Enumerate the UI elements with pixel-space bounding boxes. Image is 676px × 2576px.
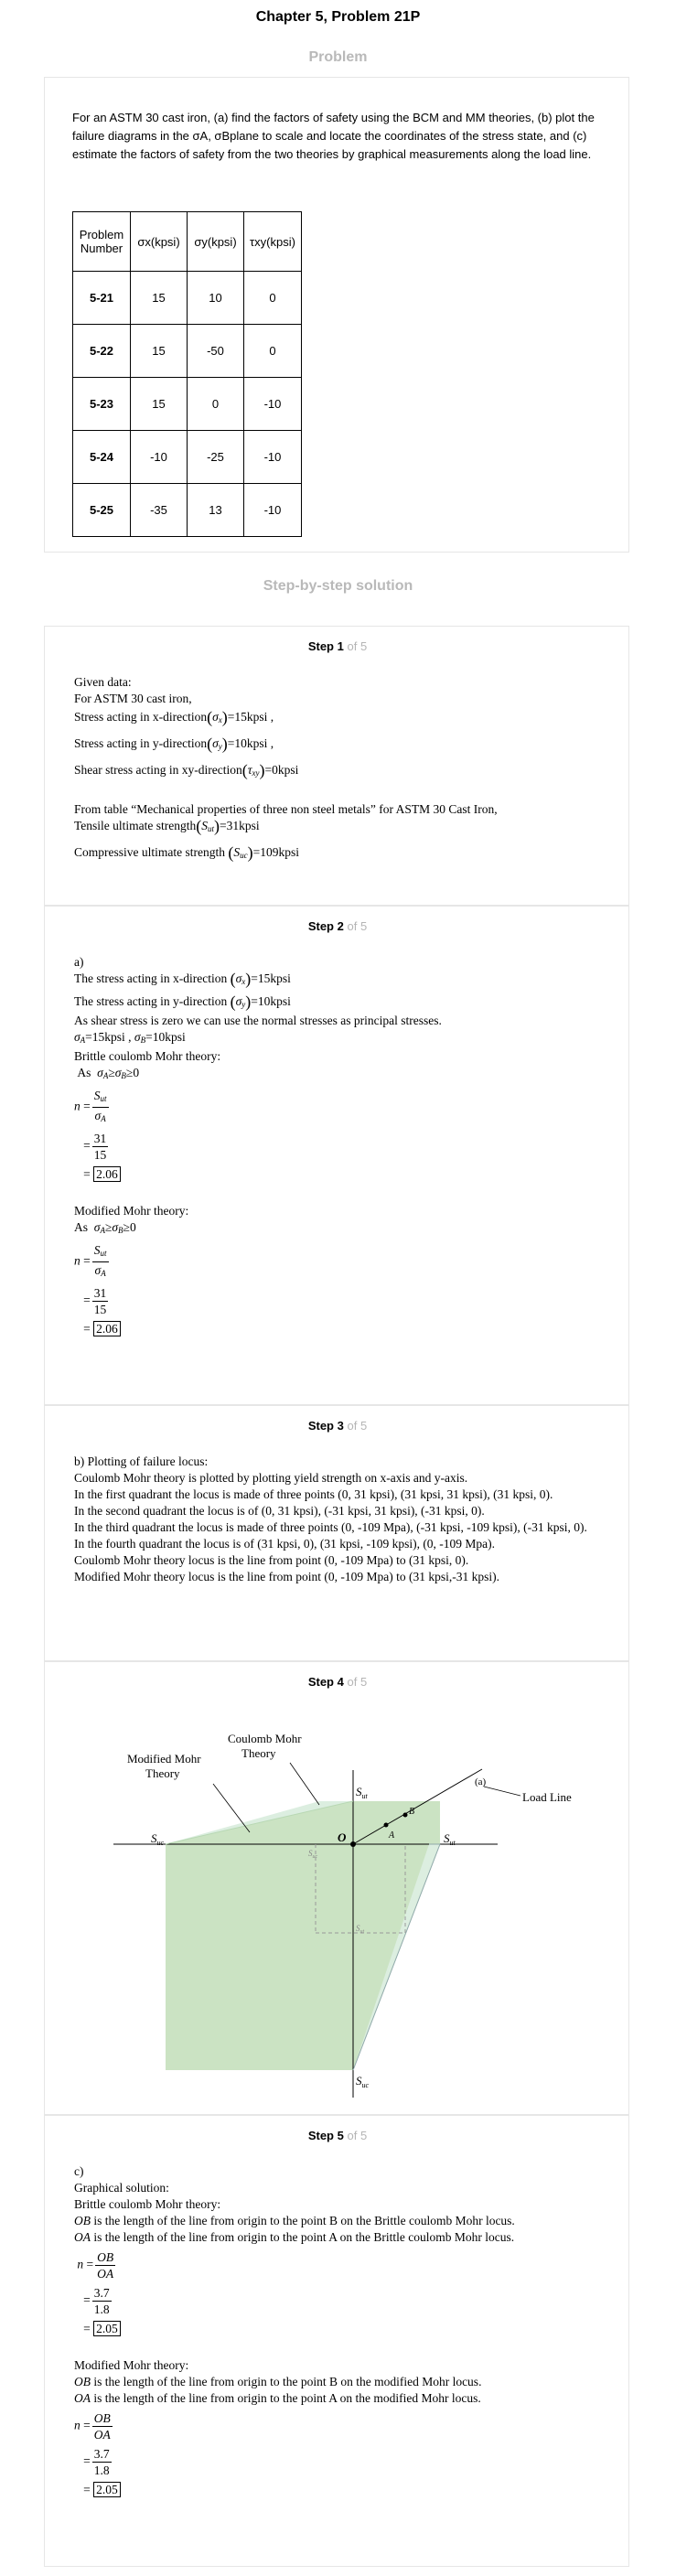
value: =10kpsi	[145, 1030, 186, 1044]
step-number: 2	[337, 919, 344, 933]
label: Stress acting in y-direction	[74, 736, 208, 750]
graph-title: Graphical solution:	[74, 2181, 169, 2195]
a-label: (a)	[475, 1776, 487, 1787]
mm-title: Modified Mohr theory:	[74, 1204, 189, 1218]
load-line-label: Load Line	[522, 1790, 572, 1804]
equals: =	[83, 1138, 91, 1153]
value: =10kpsi ,	[227, 736, 274, 750]
symbol: σ	[94, 1109, 102, 1122]
value: =10kpsi	[251, 994, 291, 1008]
mm-condition	[74, 1219, 609, 1239]
solution-label: Step-by-step solution	[263, 578, 413, 594]
subscript: y	[241, 1000, 246, 1009]
equals: =	[86, 2257, 94, 2271]
part-label: b) Plotting of failure locus:	[74, 1454, 209, 1468]
table-cell: 0	[244, 272, 302, 325]
step-word: Step	[307, 2129, 334, 2142]
modified-mohr-label: Modified Mohr	[127, 1752, 201, 1766]
definition: is the length of the line from origin to the point A on the Brittle coulomb Mohr locus.	[91, 2230, 515, 2244]
subscript: ut	[100, 1249, 107, 1258]
label: Shear stress acting in xy-direction	[74, 763, 242, 777]
table-cell: 15	[131, 378, 188, 431]
subscript: A	[100, 1226, 105, 1235]
symbol: S	[93, 1089, 101, 1102]
coulomb-mohr-theory-label: Theory	[241, 1746, 276, 1760]
mm-title: Modified Mohr theory:	[74, 2358, 189, 2372]
step-3-header	[45, 1419, 630, 1433]
denominator: 15	[93, 1303, 107, 1316]
step-word: Step	[307, 639, 334, 653]
table-cell: 13	[188, 484, 244, 537]
bcm-title: Brittle coulomb Mohr theory:	[74, 2197, 221, 2211]
step-number: 3	[337, 1419, 344, 1433]
denominator: OA	[93, 2428, 111, 2442]
n-symbol: n	[74, 2418, 80, 2432]
bcm-substitution	[74, 2285, 609, 2317]
symbol: σ	[94, 1263, 102, 1277]
value: =109kpsi	[252, 845, 299, 859]
symbol: σ	[114, 1066, 122, 1079]
material: For ASTM 30 cast iron,	[74, 692, 192, 705]
step-4-header	[45, 1675, 630, 1689]
principal-stresses	[74, 1029, 609, 1048]
bcm-substitution	[74, 1131, 609, 1163]
label: Compressive ultimate strength	[74, 845, 225, 859]
symbol: S	[93, 1243, 101, 1257]
as-word: As	[74, 1220, 89, 1234]
ge: ≥	[108, 1066, 115, 1079]
subscript: B	[140, 1036, 146, 1045]
given-data: Given data:	[74, 675, 132, 689]
mm-formula	[74, 1242, 609, 1282]
point-b	[403, 1813, 408, 1818]
numerator: 3.7	[93, 2447, 110, 2461]
tau-xy-line: Shear stress acting in $xy-direction(\tau_{xy})=0kpsi$	[74, 761, 299, 779]
table-cell: 15	[131, 272, 188, 325]
step-3-card	[44, 1405, 629, 1661]
n-symbol: n	[74, 1099, 80, 1113]
table-reference: From table “Mechanical properties of three non steel metals” for ASTM 30 Cast Iron,	[74, 802, 498, 816]
s-ut-top-label: $S_{ut}$	[356, 1785, 368, 1800]
subscript: B	[121, 1071, 126, 1080]
table-cell: -25	[188, 431, 244, 484]
equals: =	[83, 2418, 91, 2432]
label: Stress acting in x-direction	[74, 710, 208, 724]
step-number: 5	[337, 2129, 344, 2142]
value: =15kpsi ,	[85, 1030, 132, 1044]
mm-ob-definition	[74, 2374, 609, 2390]
text-line: Coulomb Mohr theory locus is the line from point (0, -109 Mpa) to (31 kpsi, 0).	[74, 1553, 469, 1567]
symbol: σ	[93, 1220, 101, 1234]
mm-formula	[74, 2410, 609, 2442]
table-header: σy(kpsi)	[188, 212, 244, 272]
subscript: A	[101, 1114, 106, 1123]
subscript: x	[241, 977, 246, 986]
point-a	[384, 1823, 389, 1828]
a-point-label: A	[389, 1830, 395, 1841]
step-word: Step	[307, 919, 334, 933]
value: =15kpsi ,	[227, 710, 274, 724]
shear-note: As shear stress is zero we can use the normal stresses as principal stresses.	[74, 1014, 442, 1027]
mm-substitution	[74, 2446, 609, 2478]
symbol: σ	[212, 710, 219, 724]
symbol: σ	[235, 994, 242, 1008]
table-row	[73, 378, 302, 431]
mm-result	[74, 2482, 609, 2498]
coulomb-mohr-label: Coulomb Mohr	[228, 1732, 302, 1745]
table-cell: 5-24	[73, 431, 131, 484]
pointer-line	[290, 1763, 319, 1805]
subscript: A	[80, 1036, 86, 1045]
table-cell: 15	[131, 325, 188, 378]
fraction	[92, 2446, 112, 2478]
step-of: of 5	[347, 2129, 368, 2142]
value: =0kpsi	[264, 763, 299, 777]
numerator: 31	[93, 1286, 107, 1300]
definition: is the length of the line from origin to the point A on the modified Mohr locus.	[91, 2391, 481, 2405]
symbol: σ	[112, 1220, 119, 1234]
mm-result	[74, 1321, 609, 1337]
s-uc-dashed-label: $S_{uc}$	[308, 1849, 318, 1860]
result-box: 2.06	[93, 1166, 121, 1182]
denominator: 15	[93, 1148, 107, 1162]
symbol: σ	[74, 1030, 80, 1044]
subscript: A	[102, 1071, 109, 1080]
s-ut-dashed-label: $S_{ut}$	[356, 1924, 365, 1935]
part-label: c)	[74, 2164, 84, 2178]
sigma-x-line: Stress acting in $x-direction(\sigma_x)=15kpsi$ ,	[74, 708, 274, 726]
step-number: 1	[337, 639, 344, 653]
bcm-condition	[74, 1065, 609, 1084]
mm-substitution	[74, 1285, 609, 1317]
result-box: 2.05	[93, 2321, 121, 2336]
step-4-card	[44, 1661, 629, 2115]
text-line: In the first quadrant the locus is made of three points (0, 31 kpsi), (31 kpsi, 31 kpsi), (31 kpsi, 0).	[74, 1487, 553, 1501]
step-of: of 5	[347, 639, 368, 653]
text-line: In the second quadrant the locus is of (0, 31 kpsi), (-31 kpsi, 31 kpsi), (-31 kpsi, 0).	[74, 1504, 485, 1518]
as-word: As	[77, 1066, 91, 1079]
origin-label: O	[338, 1830, 347, 1844]
denominator: OA	[97, 2267, 114, 2281]
text-line: Modified Mohr theory locus is the line from point (0, -109 Mpa) to (31 kpsi,-31 kpsi).	[74, 1570, 499, 1583]
pointer-line	[213, 1784, 250, 1832]
table-cell: 5-25	[73, 484, 131, 537]
numerator: OB	[93, 2411, 111, 2425]
equals: =	[83, 2292, 91, 2307]
equals: =	[83, 2322, 91, 2335]
numerator: 31	[93, 1132, 107, 1145]
table-cell: -50	[188, 325, 244, 378]
symbol: τ	[247, 763, 252, 777]
step-of: of 5	[347, 919, 368, 933]
pointer-line	[484, 1787, 520, 1796]
bcm-title: Brittle coulomb Mohr theory:	[74, 1049, 221, 1063]
subscript: B	[118, 1226, 123, 1235]
label: The stress acting in y-direction	[74, 994, 228, 1008]
bcm-result	[74, 1166, 609, 1183]
symbol: OB	[74, 2375, 91, 2388]
table-row	[73, 484, 302, 537]
equals: =	[83, 2483, 91, 2496]
b-point-label: B	[409, 1807, 415, 1817]
table-cell: -10	[131, 431, 188, 484]
table-cell: -10	[244, 484, 302, 537]
failure-diagram	[45, 1695, 630, 2116]
step-number: 4	[337, 1675, 344, 1689]
numerator: 3.7	[93, 2286, 110, 2300]
s-uc-left-label: $S_{uc}$	[151, 1831, 165, 1847]
oa-definition	[74, 2229, 609, 2246]
table-header-row	[73, 212, 302, 272]
subscript: y	[218, 742, 222, 751]
sigma-y-line: Stress acting in $y-direction(\sigma_y)=10kpsi$ ,	[74, 735, 274, 753]
bcm-formula	[74, 2249, 609, 2281]
suc-line: Compressive ultimate strength $(S_{uc})=109kpsi$	[74, 843, 299, 862]
fraction	[92, 1088, 109, 1127]
s-uc-bottom-label: $S_{uc}$	[356, 2074, 370, 2089]
step-word: Step	[307, 1675, 334, 1689]
n-symbol: n	[77, 2257, 84, 2271]
table-cell: 10	[188, 272, 244, 325]
symbol: σ	[134, 1030, 141, 1044]
value: =31kpsi	[220, 819, 260, 832]
subscript: xy	[252, 768, 260, 778]
sut-line: Tensile ultimate $strength(S_{ut})=31kpsi$	[74, 817, 260, 835]
definition: is the length of the line from origin to the point B on the modified Mohr locus.	[91, 2375, 482, 2388]
ob-definition	[74, 2213, 609, 2229]
problem-label: Problem	[308, 49, 368, 65]
bcm-result	[74, 2321, 609, 2337]
table-cell: 5-23	[73, 378, 131, 431]
mm-oa-definition	[74, 2390, 609, 2407]
symbol: S	[233, 845, 241, 859]
result-box: 2.06	[93, 1321, 121, 1336]
fraction	[92, 1131, 109, 1163]
subscript: x	[218, 715, 222, 724]
table-row	[73, 272, 302, 325]
tail: ≥0	[125, 1066, 140, 1079]
problem-card	[44, 77, 629, 553]
page-title: Chapter 5, Problem 21P	[255, 9, 421, 25]
fraction	[92, 2410, 113, 2442]
fraction	[95, 2249, 115, 2281]
symbol: σ	[235, 971, 242, 985]
table-cell: -35	[131, 484, 188, 537]
label: The stress acting in x-direction	[74, 971, 228, 985]
s-ut-right-label: $S_{ut}$	[444, 1831, 456, 1847]
origin-point	[350, 1841, 356, 1847]
denominator: 1.8	[93, 2302, 110, 2316]
symbol: OA	[74, 2391, 91, 2405]
table-header: τxy(kpsi)	[244, 212, 302, 272]
step-5-content	[74, 2163, 609, 2498]
table-cell: 5-21	[73, 272, 131, 325]
numerator: OB	[97, 2250, 114, 2264]
denominator: 1.8	[93, 2463, 110, 2477]
sigma-y-line: The stress acting in y-direction $(\sigma_y)=10kpsi$	[74, 993, 291, 1011]
table-cell: -10	[244, 431, 302, 484]
tail: ≥0	[123, 1220, 136, 1234]
subscript: ut	[208, 824, 215, 833]
part-label: a)	[74, 955, 84, 969]
subscript: ut	[100, 1094, 107, 1103]
n-symbol: n	[74, 1253, 80, 1268]
symbol: σ	[212, 736, 219, 750]
step-1-content	[74, 674, 609, 864]
modified-mohr-theory-label: Theory	[145, 1766, 180, 1780]
table-cell: 0	[244, 325, 302, 378]
step-1-header	[45, 639, 630, 653]
step-word: Step	[307, 1419, 334, 1433]
fraction	[92, 2285, 112, 2317]
step-5-card	[44, 2115, 629, 2567]
step-of: of 5	[347, 1419, 368, 1433]
sigma-x-line: The stress acting in x-direction $(\sigma_x)=15kpsi$	[74, 970, 291, 988]
symbol: σ	[97, 1066, 103, 1079]
step-2-card	[44, 906, 629, 1405]
equals: =	[83, 1167, 91, 1181]
table-header: Problem Number	[73, 212, 131, 272]
text-line: Coulomb Mohr theory is plotted by plotting yield strength on x-axis and y-axis.	[74, 1471, 468, 1485]
fraction	[92, 1285, 109, 1317]
symbol: S	[201, 819, 209, 832]
step-1-card	[44, 626, 629, 906]
result-box: 2.05	[93, 2482, 121, 2497]
step-3-content	[74, 1454, 609, 1585]
table-cell: 5-22	[73, 325, 131, 378]
step-2-content	[74, 954, 609, 1337]
table-row	[73, 325, 302, 378]
equals: =	[83, 1322, 91, 1336]
equals: =	[83, 2453, 91, 2468]
text-line: In the fourth quadrant the locus is of (31 kpsi, 0), (31 kpsi, -109 kpsi), (0, -109 Mpa).	[74, 1537, 496, 1551]
problem-table	[72, 211, 302, 537]
symbol: OB	[74, 2214, 91, 2227]
step-5-header	[45, 2129, 630, 2142]
step-of: of 5	[347, 1675, 368, 1689]
label: Tensile ultimate strength	[74, 819, 197, 832]
problem-text: For an ASTM 30 cast iron, (a) find the factors of safety using the BCM and MM theories, (b) plot the failure diagrams in the σA, σBplane to scale and locate the coordinates of the stress state, and (c) estimate the factors of safety from the two theories by graphical measurements along the load line.	[72, 111, 595, 161]
ge: ≥	[104, 1220, 113, 1234]
equals: =	[83, 1099, 91, 1113]
value: =15kpsi	[251, 971, 291, 985]
text-line: In the third quadrant the locus is made of three points (0, -109 Mpa), (-31 kpsi, -109 kpsi), (-31 kpsi, 0).	[74, 1520, 587, 1534]
subscript: uc	[240, 851, 248, 860]
table-row	[73, 431, 302, 484]
symbol: OA	[74, 2230, 91, 2244]
equals: =	[83, 1293, 91, 1307]
table-header: σx(kpsi)	[131, 212, 188, 272]
definition: is the length of the line from origin to the point B on the Brittle coulomb Mohr locus.	[91, 2214, 515, 2227]
equals: =	[83, 1253, 91, 1268]
bcm-formula	[74, 1088, 609, 1127]
fraction	[92, 1242, 109, 1282]
table-cell: -10	[244, 378, 302, 431]
table-cell: 0	[188, 378, 244, 431]
subscript: A	[101, 1269, 106, 1278]
step-2-header	[45, 919, 630, 933]
